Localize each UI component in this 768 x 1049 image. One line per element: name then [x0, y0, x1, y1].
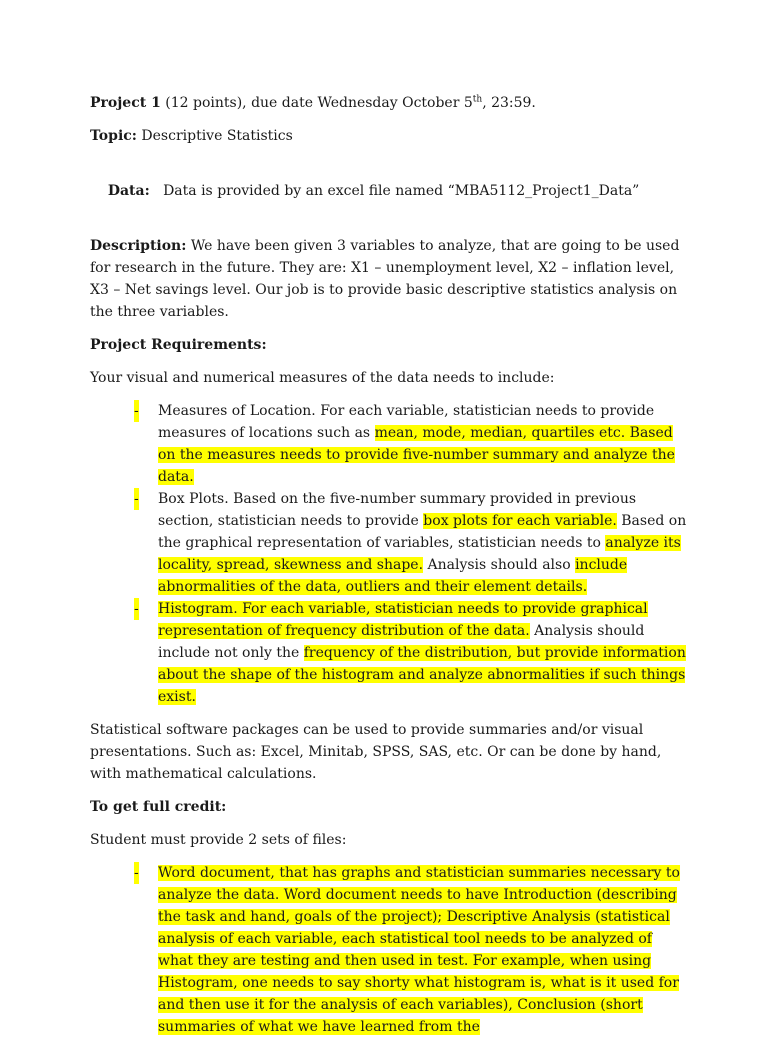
credit-heading: To get full credit: [90, 799, 227, 815]
document-body [90, 92, 690, 1049]
item-text: Box Plots. Based on the five-number summary provided in previous section, statistician needs to provide [158, 491, 637, 529]
requirements-heading: Project Requirements: [90, 337, 267, 353]
project-points: (12 points), due date Wednesday October 5 [160, 95, 473, 111]
bullet-dash: - [134, 488, 139, 510]
description-text: We have been given 3 variables to analyze, that are going to be used for research in the future. They are: X1 – unemployment level, X2 – inflation level, X3 – Net savings level. Our job is to provide basic descriptive statistics analysis on the three variables. [90, 238, 680, 320]
item-text: Analysis should include not only the [158, 623, 645, 661]
data-label: Data: [107, 183, 150, 199]
item-text: Based on the graphical representation of variables, statistician needs to [158, 513, 687, 551]
item-highlight: analyze its locality, spread, skewness and shape. [158, 535, 681, 573]
credit-intro: Student must provide 2 sets of files: [90, 832, 347, 848]
item-text: Measures of Location. For each variable, statistician needs to provide measures of locations such as [158, 403, 655, 441]
topic-value: Descriptive Statistics [136, 128, 293, 144]
description-paragraph [90, 235, 690, 323]
list-item [90, 488, 690, 598]
topic-label: Topic: [90, 128, 137, 144]
project-time: , 23:59. [482, 95, 536, 111]
item-highlight: Histogram. For each variable, statistician needs to provide graphical representation of frequency distribution of the data. [158, 601, 648, 639]
item-highlight: Word document, that has graphs and statistician summaries necessary to analyze the data. Word document needs to have Introduction (describing the task and hand, goals of the project); Descriptive Analysis (statistical analysis of each variable, each statistical tool needs to be analyzed of what they are testing and then used in test. For example, when using Histogram, one needs to say shorty what histogram is, what is it used for and then use it for the analysis of each variables), Conclusion (short summaries of what we have learned from the [158, 865, 680, 1035]
requirements-intro: Your visual and numerical measures of the data needs to include: [90, 370, 555, 386]
date-ordinal: th [472, 94, 483, 105]
project-title-line [90, 92, 690, 114]
item-highlight: mean, mode, median, quartiles etc. Based on the measures needs to provide five-number summary and analyze the data. [158, 425, 675, 485]
project-label: Project 1 [90, 95, 161, 111]
list-item [90, 400, 690, 488]
data-value: Data is provided by an excel file named “MBA5112_Project1_Data” [149, 183, 640, 199]
credit-list [90, 862, 690, 1038]
topic-line [90, 125, 690, 147]
description-label: Description: [90, 238, 187, 254]
item-text: Analysis should also [423, 557, 576, 573]
bullet-dash: - [134, 862, 139, 884]
bullet-dash: - [134, 400, 139, 422]
requirements-list [90, 400, 690, 708]
item-highlight: include abnormalities of the data, outliers and their element details. [158, 557, 628, 595]
data-line [90, 158, 690, 224]
list-item [90, 598, 690, 708]
item-highlight: box plots for each variable. [423, 513, 617, 529]
list-item [90, 862, 690, 1038]
software-note: Statistical software packages can be used to provide summaries and/or visual presentations. Such as: Excel, Minitab, SPSS, SAS, etc. Or can be done by hand, with mathematical calculations. [90, 722, 662, 782]
bullet-dash: - [134, 598, 139, 620]
item-highlight: frequency of the distribution, but provide information about the shape of the histogram and analyze abnormalities if such things exist. [158, 645, 686, 705]
